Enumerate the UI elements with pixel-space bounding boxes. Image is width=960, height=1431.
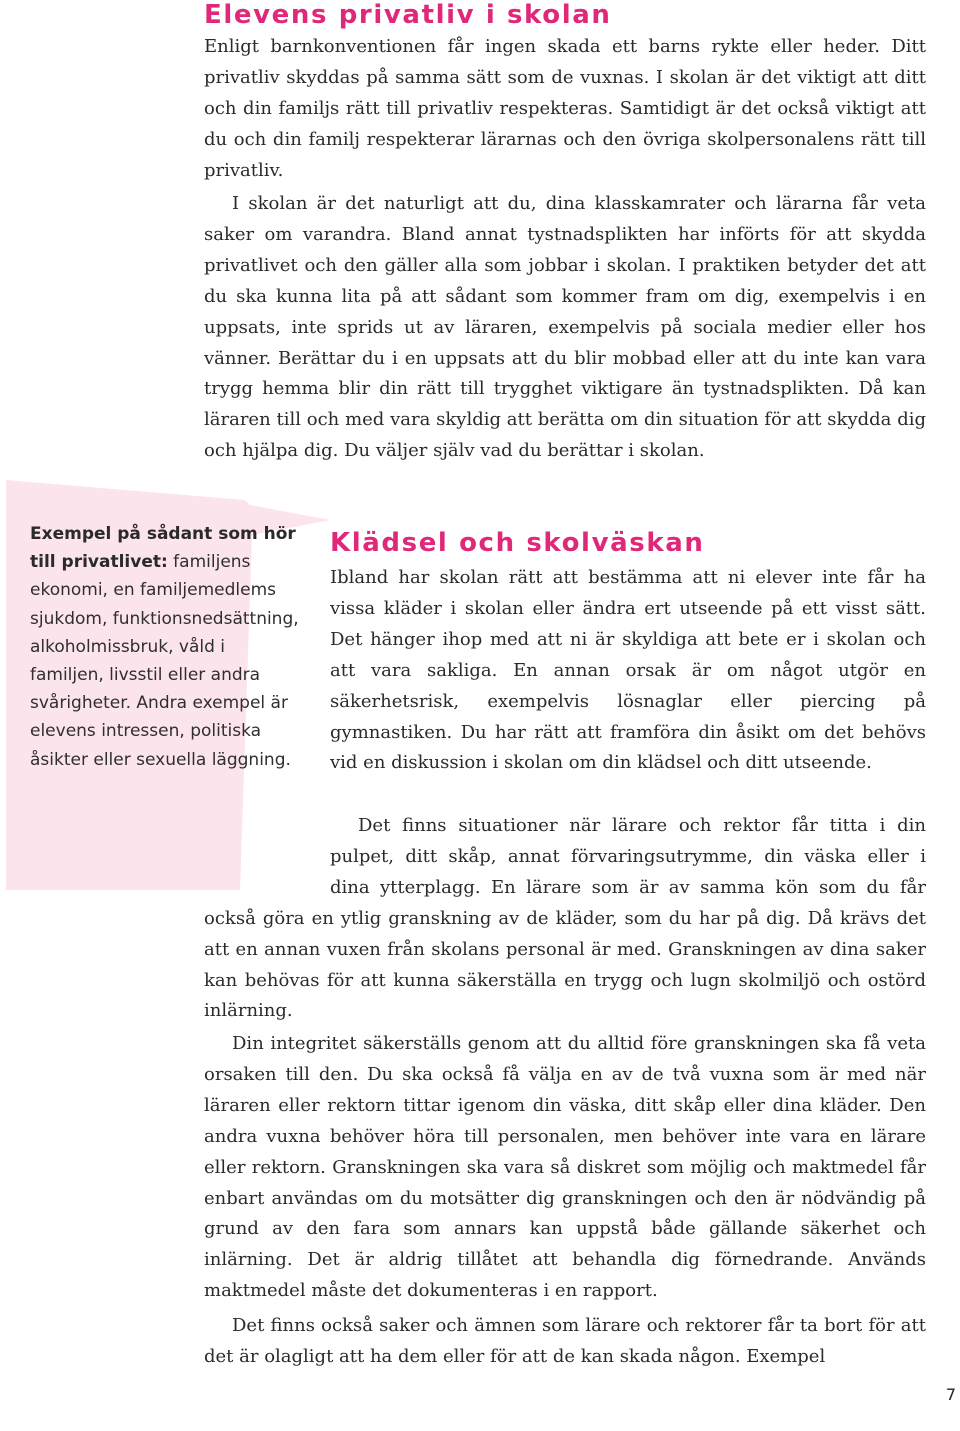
paragraph-confidentiality: I skolan är det naturligt att du, dina klasskamrater och lärarna får veta saker om varandra. Bland annat tystnadsplikten har införts för att skydda privatlivet och den gäller alla som jobbar i skolan. I praktiken betyder det att du ska kunna lita på att sådant som kommer fram om dig, exempelvis i en uppsats, inte sprids ut av läraren, exempelvis på sociala medier eller hos vänner. Berättar du i en uppsats att du blir mobbad eller att du inte kan vara trygg hemma blir din rätt till trygghet viktigare än tystnadsplikten. Då kan läraren till och med vara skyldig att berätta om din situation för att skydda dig och hjälpa dig. Du väljer själv vad du berättar i skolan. xyxy=(204,193,926,462)
paragraph-confiscation: Det finns också saker och ämnen som lärare och rektorer får ta bort för att det är olagligt att ha dem eller för att de kan skada någon. Exempel xyxy=(204,1315,926,1367)
paragraph-privacy-intro: Enligt barnkonventionen får ingen skada ett barns rykte eller heder. Ditt privatliv skyddas på samma sätt som de vuxnas. I skolan är det viktigt att ditt och din familjs rätt till privatliv respekteras. Samtidigt är det också viktigt att du och din familj respekterar lärarnas och den övriga skolpersonalens rätt till privatliv. xyxy=(204,36,926,181)
text-wrap-spacer xyxy=(204,811,330,903)
callout-body: familjens ekonomi, en familjemedlems sjukdom, funktionsnedsättning, alkoholmissbruk, våld i familjen, livsstil eller andra svårigheter. Andra exempel är elevens intressen, politiska åsikter eller sexuella läggning. xyxy=(30,552,299,770)
paragraph-inspection xyxy=(204,811,926,1027)
section-heading-clothing: Klädsel och skolväskan xyxy=(330,528,705,558)
callout-text xyxy=(30,520,300,774)
section-heading-privacy: Elevens privatliv i skolan xyxy=(204,0,612,30)
paragraph-integrity: Din integritet säkerställs genom att du alltid före granskningen ska få veta orsaken till den. Du ska också få välja en av de två vuxna som är med när läraren eller rektorn tittar igenom din väska, ditt skåp eller dina kläder. Den andra vuxna behöver höra till personalen, men behöver inte vara en lärare eller rektorn. Granskningen ska vara så diskret som möjlig och maktmedel får enbart användas om du motsätter dig granskningen och den är nödvändig på grund av den fara som annars kan uppstå både gällande säkerhet och inlärning. Det är aldrig tillåtet att behandla dig förnedrande. Används maktmedel måste det dokumenteras i en rapport. xyxy=(204,1033,926,1302)
paragraph-inspection-text: Det finns situationer när lärare och rektor får titta i din pulpet, ditt skåp, annat förvaringsutrymme, din väska eller i dina ytterplagg. En lärare som är av samma kön som du får också göra en ytlig granskning av de kläder, som du har på dig. Då krävs det att en annan vuxen från skolans personal är med. Granskningen av dina saker kan behövas för att kunna säkerställa en trygg och lugn skolmiljö och ostörd inlärning. xyxy=(204,815,926,1022)
page-number: 7 xyxy=(945,1385,956,1404)
paragraph-clothing-intro: Ibland har skolan rätt att bestämma att ni elever inte får ha vissa kläder i skolan eller ändra ert utseende på ett visst sätt. Det hänger ihop med att ni är skyldiga att bete er i skolan och att vara sakliga. En annan orsak är om något utgör en säkerhetsrisk, exempelvis lösnaglar eller piercing på gymnastiken. Du har rätt att framföra din åsikt om det behövs vid en diskussion i skolan om din klädsel och ditt utseende. xyxy=(330,567,926,774)
callout-title: Exempel på sådant som hör till privatlivet: xyxy=(30,524,296,573)
